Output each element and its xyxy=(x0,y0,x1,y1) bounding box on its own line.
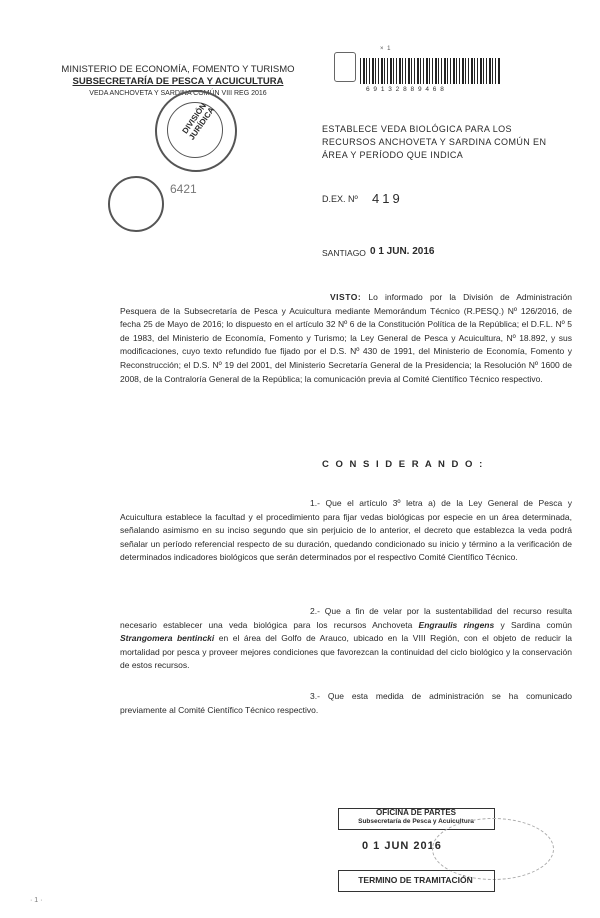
considerando-2-a: 2.- Que a fin de velar por la sustentabilidad del recurso resulta necesario establecer una veda biológica para los recursos Anchoveta xyxy=(120,606,572,630)
oficina-partes-title: OFICINA DE PARTES xyxy=(375,808,456,817)
corner-mark: · 1 · xyxy=(30,897,43,904)
species-anchoveta: Engraulis ringens xyxy=(418,619,495,630)
barcode-number: 6 9 1 3 2 8 8 9 4 6 8 xyxy=(366,86,445,93)
dex-number: 419 xyxy=(372,191,403,206)
dex-label: D.EX. Nº xyxy=(322,194,358,204)
header-subsecretaria: SUBSECRETARÍA DE PESCA Y ACUICULTURA xyxy=(72,76,284,87)
stamp-number: 6421 xyxy=(170,182,197,196)
top-mark: × 1 xyxy=(380,46,392,52)
considerando-2-c: en el área del Golfo de Arauco, ubicado en la VIII Región, con el objeto de reducir la mortalidad por pesca y proveer mejores condiciones que favorezcan la continuidad del ciclo biológico y la conservación de estos recursos. xyxy=(120,633,572,671)
header-ministry: MINISTERIO DE ECONOMÍA, FOMENTO Y TURISMO xyxy=(61,64,295,75)
visto-text: Lo informado por la División de Administración Pesquera de la Subsecretaría de Pesca y Acuicultura mediante Memorándum Técnico (R.PESQ.) Nº 126/2016, de fecha 25 de Mayo de 2016; lo dispuesto en el artículo 32 Nº 6 de la Constitución Política de la República; el D.F.L. Nº 5 de 1983, del Ministerio de Economía, Fomento y Turismo; la Ley General de Pesca y Acuicultura, Nº 18.892, y sus modificaciones, cuyo texto refundido fue fijado por el D.S. Nº 430 de 1991, del Ministerio de Economía, Fomento y Reconstrucción; el D.S. Nº 19 del 2001, del Ministerio Secretaría General de la Presidencia; la Resolución Nº 1600 de 2008, de la Contraloría General de la República; la comunicación previa al Comité Científico Técnico respectivo. xyxy=(120,292,572,384)
species-sardina: Strangomera bentincki xyxy=(120,633,215,644)
considerando-3: 3.- Que esta medida de administración se ha comunicado previamente al Comité Científico Técnico respectivo. xyxy=(120,691,572,715)
considerando-2 xyxy=(120,605,572,673)
oficina-partes-subtitle: Subsecretaría de Pesca y Acuicultura xyxy=(358,818,474,825)
termino-tramitacion: TERMINO DE TRAMITACIÓN xyxy=(358,875,473,885)
document-title: ESTABLECE VEDA BIOLÓGICA PARA LOS RECURSOS ANCHOVETA Y SARDINA COMÚN EN ÁREA Y PERÍODO QUE INDICA xyxy=(322,124,547,160)
considerando-heading: C O N S I D E R A N D O : xyxy=(322,459,485,470)
visto-paragraph xyxy=(120,291,572,386)
seal-stamp xyxy=(108,176,164,232)
oficina-partes-date: 0 1 JUN 2016 xyxy=(362,840,442,852)
crest-icon xyxy=(334,52,356,82)
visto-label: VISTO: xyxy=(330,292,362,302)
header-subject: VEDA ANCHOVETA Y SARDINA COMÚN VIII REG 2016 xyxy=(89,90,267,97)
considerando-1: 1.- Que el artículo 3º letra a) de la Ley General de Pesca y Acuicultura establece la facultad y el procedimiento para fijar vedas biológicas por especie en un área determinada, señalando asimismo en su inciso segundo que sin perjuicio de lo anterior, el decreto que establezca la veda podrá señalar un período referencial respecto de su duración, quedando condicionado su inicio y término a la verificación de determinados indicadores biológicos que serán determinados por el respectivo Comité Científico Técnico. xyxy=(120,498,572,563)
division-juridica-label: DIVISIÓN JURÍDICA xyxy=(180,101,217,142)
barcode xyxy=(360,58,500,84)
considerando-2-b: y Sardina común xyxy=(494,619,572,630)
city: SANTIAGO xyxy=(322,248,366,258)
document-date: 0 1 JUN. 2016 xyxy=(370,246,435,257)
